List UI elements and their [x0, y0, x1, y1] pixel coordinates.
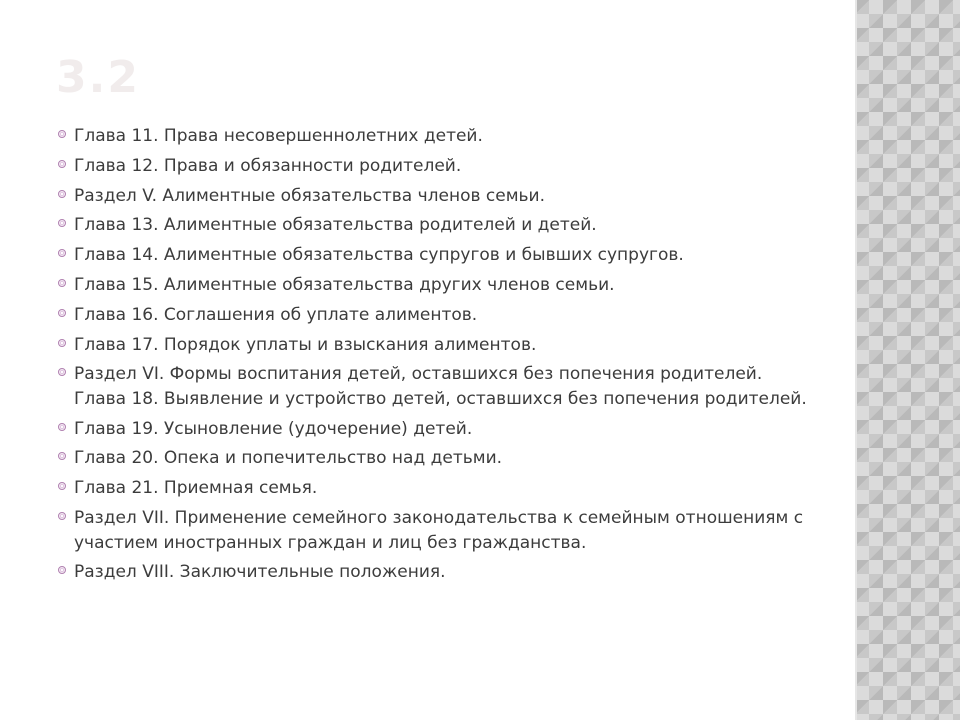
bullet-icon	[58, 512, 66, 520]
list-item	[58, 124, 818, 149]
bullet-icon	[58, 368, 66, 376]
list-item	[58, 417, 818, 442]
list-item	[58, 303, 818, 328]
bullet-icon	[58, 482, 66, 490]
bullet-icon	[58, 160, 66, 168]
bullet-icon	[58, 219, 66, 227]
list-item	[58, 154, 818, 179]
bullet-icon	[58, 130, 66, 138]
bullet-icon	[58, 339, 66, 347]
list-item	[58, 476, 818, 501]
list-item	[58, 446, 818, 471]
bullet-icon	[58, 249, 66, 257]
list-item-text: Глава 12. Права и обязанности родителей.	[74, 155, 462, 176]
decorative-side-panel	[855, 0, 960, 720]
list-item	[58, 560, 818, 585]
list-item-text: Глава 21. Приемная семья.	[74, 478, 318, 499]
list-item-text: Раздел VIII. Заключительные положения.	[74, 562, 446, 583]
list-item-text: Раздел VI. Формы воспитания детей, оставшихся без попечения родителей. Глава 18. Выявление и устройство детей, оставшихся без попечения родителей.	[74, 364, 807, 409]
list-item	[58, 213, 818, 238]
list-item-text: Глава 15. Алиментные обязательства других членов семьи.	[74, 274, 615, 295]
bullet-icon	[58, 190, 66, 198]
list-item	[58, 243, 818, 268]
list-item	[58, 184, 818, 209]
bullet-icon	[58, 566, 66, 574]
list-item-text: Глава 19. Усыновление (удочерение) детей.	[74, 418, 473, 439]
list-item	[58, 362, 818, 411]
bullet-icon	[58, 452, 66, 460]
list-item	[58, 273, 818, 298]
bullet-icon	[58, 423, 66, 431]
slide-title: 3.2	[56, 52, 140, 103]
list-item	[58, 333, 818, 358]
list-item-text: Глава 11. Права несовершеннолетних детей.	[74, 126, 483, 146]
list-item	[58, 506, 818, 555]
list-item-text: Глава 17. Порядок уплаты и взыскания алиментов.	[74, 334, 537, 355]
list-item-text: Раздел VII. Применение семейного законодательства к семейным отношениям с участием иностранных граждан и лиц без гражданства.	[74, 508, 804, 553]
list-item-text: Раздел V. Алиментные обязательства членов семьи.	[74, 185, 545, 206]
bullet-icon	[58, 279, 66, 287]
list-item-text: Глава 20. Опека и попечительство над детьми.	[74, 448, 503, 469]
bullet-list	[58, 124, 818, 590]
list-item-text: Глава 16. Соглашения об уплате алиментов.	[74, 304, 478, 325]
list-item-text: Глава 13. Алиментные обязательства родителей и детей.	[74, 215, 597, 236]
bullet-icon	[58, 309, 66, 317]
list-item-text: Глава 14. Алиментные обязательства супругов и бывших супругов.	[74, 245, 684, 266]
side-panel-divider	[855, 0, 857, 720]
